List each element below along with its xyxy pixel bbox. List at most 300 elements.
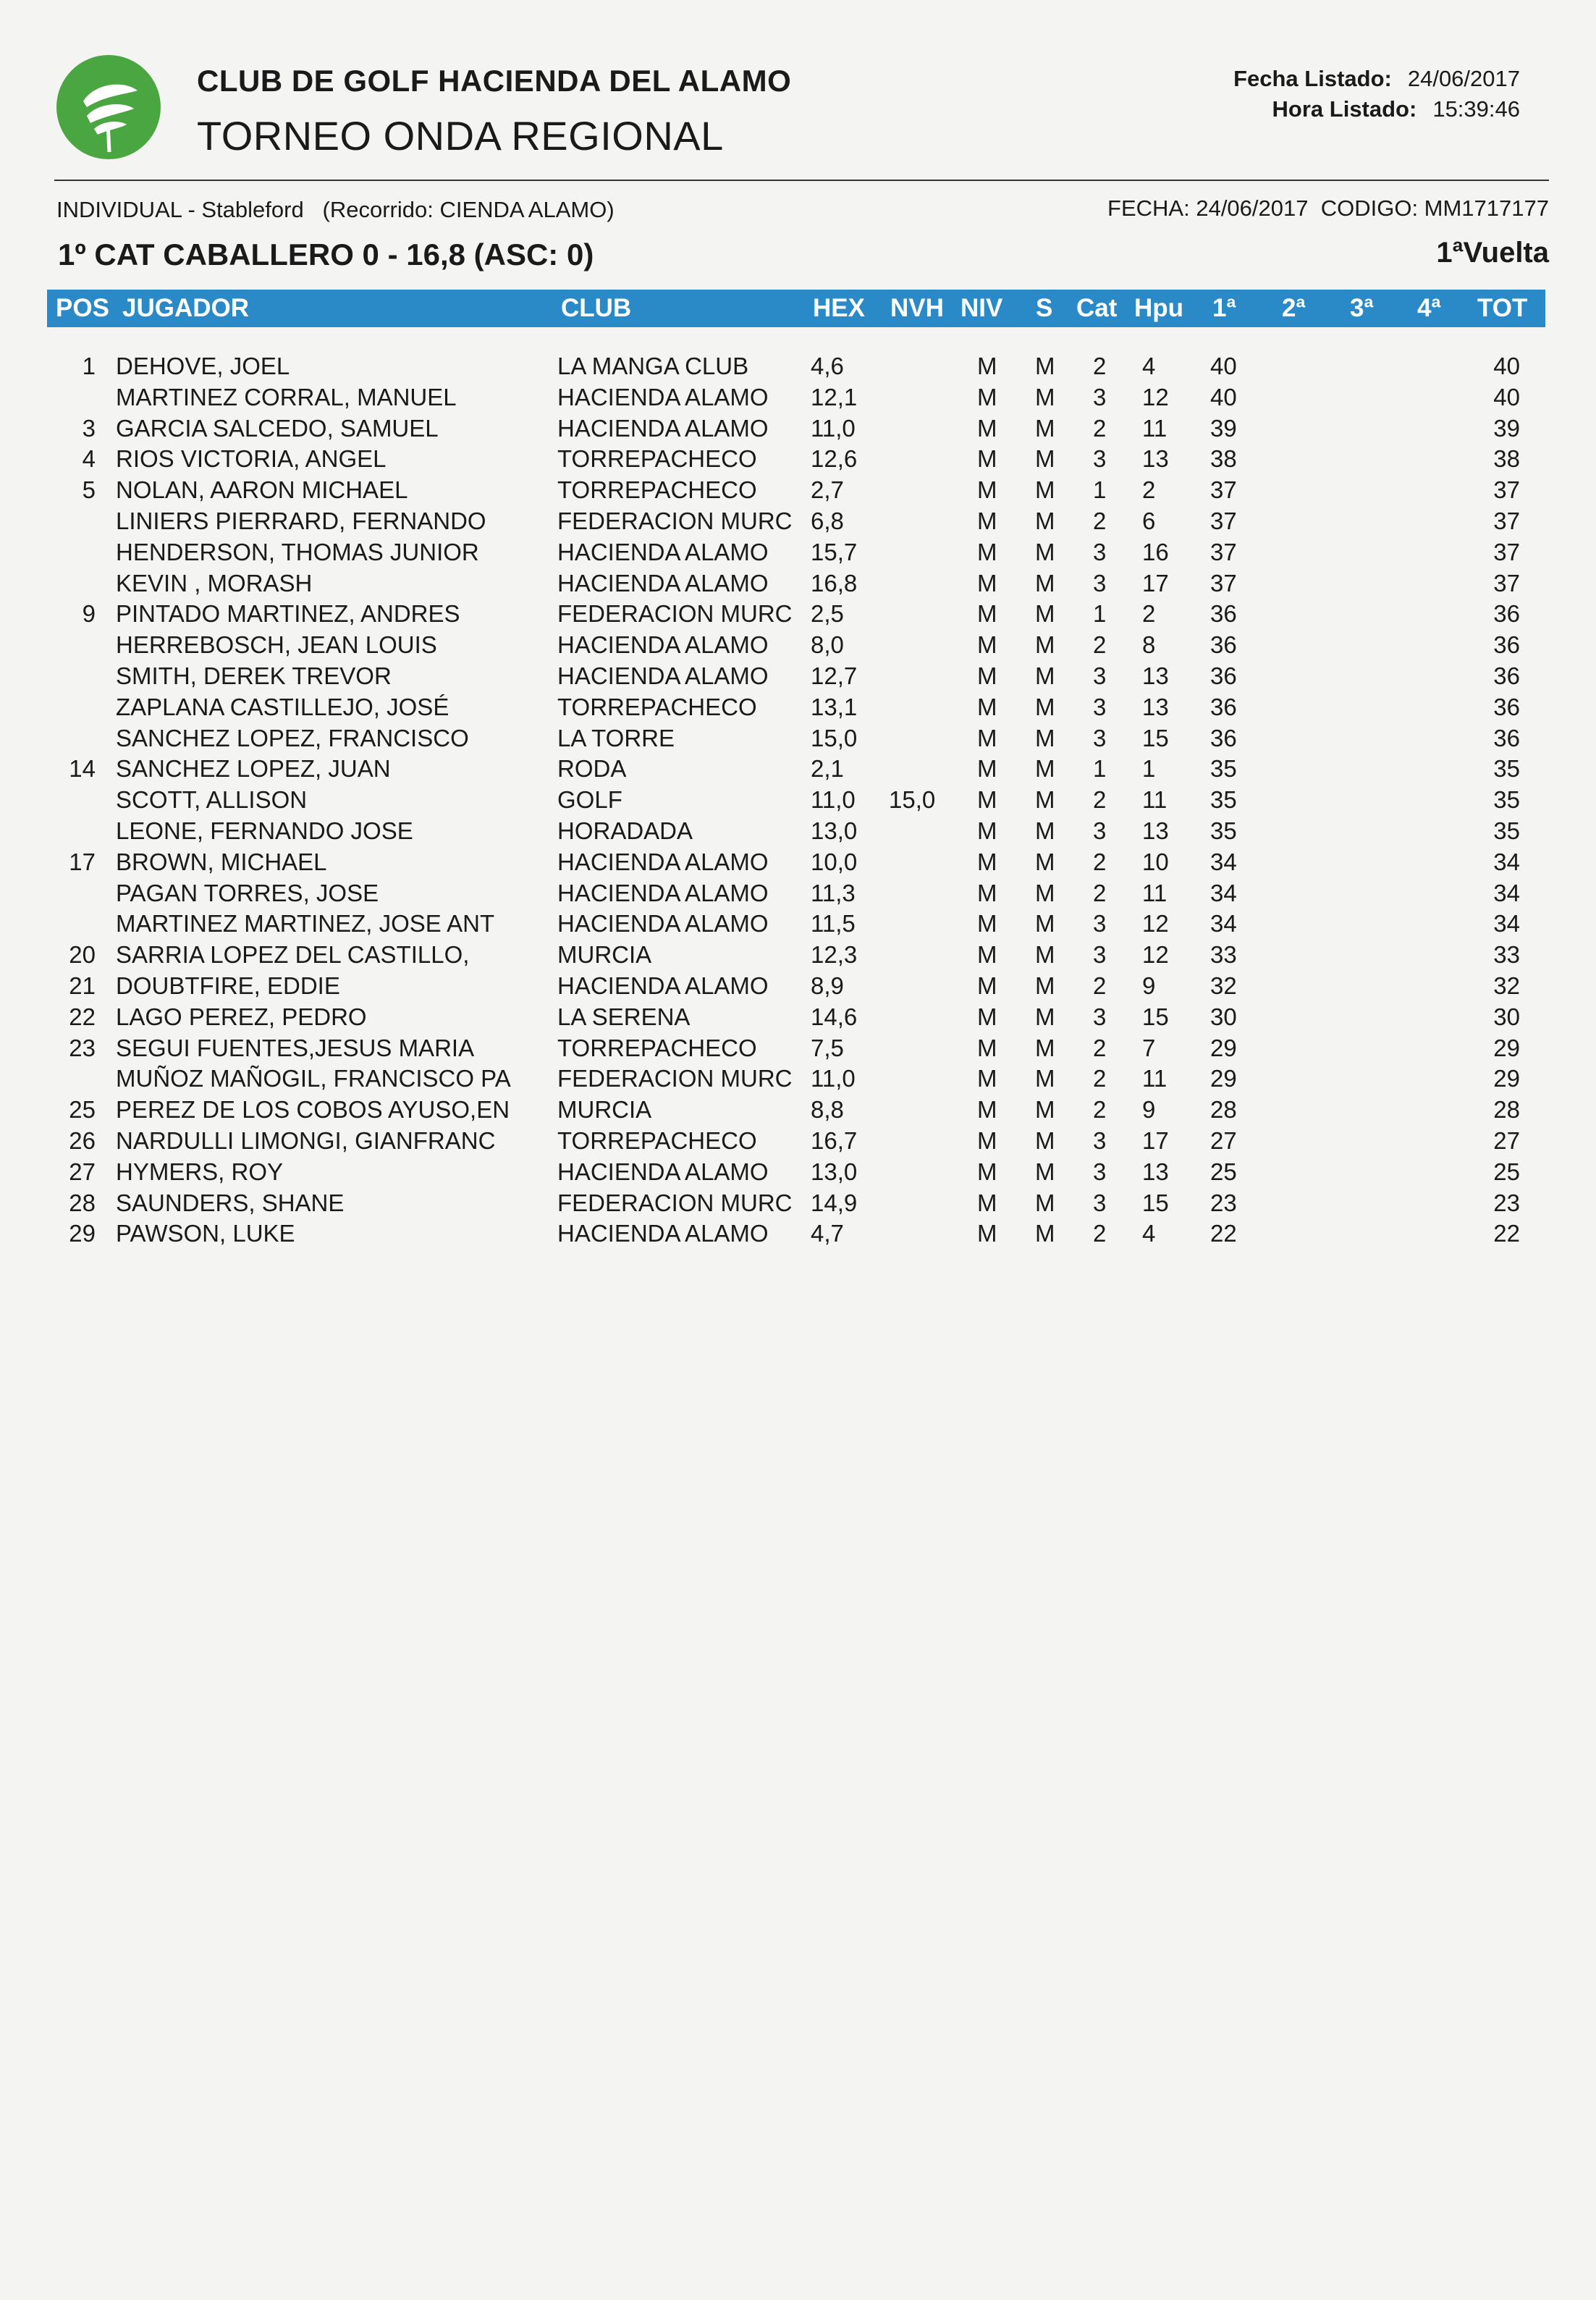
row-player: LINIERS PIERRARD, FERNANDO	[116, 507, 486, 534]
row-hpu: 12	[1142, 941, 1169, 969]
table-row	[0, 1035, 1596, 1065]
row-hpu: 16	[1142, 538, 1169, 565]
row-player: LEONE, FERNANDO JOSE	[116, 817, 413, 844]
table-row	[0, 1003, 1596, 1034]
row-niv: M	[977, 1096, 997, 1124]
row-niv: M	[977, 507, 997, 534]
row-club: TORREPACHECO	[557, 693, 757, 720]
row-club: RODA	[557, 755, 627, 783]
row-hpu: 15	[1142, 1189, 1169, 1216]
row-club: HACIENDA ALAMO	[557, 414, 769, 442]
row-pos: 25	[69, 1096, 96, 1124]
row-club: HORADADA	[557, 817, 693, 844]
row-hpu: 13	[1142, 445, 1169, 473]
row-player: PAWSON, LUKE	[116, 1220, 295, 1247]
row-cat: 2	[1093, 879, 1107, 906]
row-niv: M	[977, 972, 997, 999]
row-hpu: 4	[1142, 1220, 1156, 1247]
row-hex: 8,9	[811, 972, 844, 999]
row-r1: 29	[1210, 1065, 1237, 1092]
row-r1: 38	[1210, 445, 1237, 473]
row-cat: 3	[1093, 662, 1107, 689]
row-hex: 11,0	[811, 1065, 856, 1092]
row-pos: 5	[82, 476, 96, 504]
fecha-codigo: FECHA: 24/06/2017 CODIGO: MM1717177	[1107, 195, 1549, 221]
table-row	[0, 817, 1596, 848]
row-cat: 2	[1093, 414, 1107, 442]
row-player: SMITH, DEREK TREVOR	[116, 662, 392, 689]
row-club: HACIENDA ALAMO	[557, 848, 769, 875]
row-niv: M	[977, 476, 997, 504]
header-divider	[54, 180, 1549, 181]
row-cat: 2	[1093, 1096, 1107, 1124]
col-nvh: NVH	[890, 294, 944, 322]
row-hpu: 13	[1142, 693, 1169, 720]
row-hex: 15,0	[811, 724, 858, 751]
row-r1: 39	[1210, 414, 1237, 442]
row-club: FEDERACION MURC	[557, 1189, 793, 1216]
row-cat: 3	[1093, 1003, 1107, 1030]
table-row	[0, 662, 1596, 693]
row-pos: 26	[69, 1127, 96, 1154]
row-cat: 3	[1093, 445, 1107, 473]
row-hex: 12,3	[811, 941, 858, 969]
row-cat: 2	[1093, 631, 1107, 659]
table-row	[0, 786, 1596, 817]
row-pos: 9	[82, 600, 96, 628]
row-club: HACIENDA ALAMO	[557, 631, 769, 659]
table-row	[0, 941, 1596, 972]
col-hex: HEX	[813, 294, 865, 322]
table-row	[0, 1220, 1596, 1250]
row-hpu: 11	[1142, 1065, 1168, 1092]
row-cat: 2	[1093, 507, 1107, 534]
row-tot: 29	[1493, 1065, 1520, 1092]
row-hpu: 15	[1142, 724, 1169, 751]
row-cat: 3	[1093, 569, 1107, 597]
row-niv: M	[977, 445, 997, 473]
row-player: PINTADO MARTINEZ, ANDRES	[116, 600, 460, 628]
row-r1: 37	[1210, 569, 1237, 597]
row-cat: 2	[1093, 1065, 1107, 1092]
row-tot: 36	[1493, 631, 1520, 659]
table-row	[0, 600, 1596, 631]
row-s: M	[1035, 941, 1055, 969]
row-pos: 28	[69, 1189, 96, 1216]
row-hex: 13,0	[811, 1158, 858, 1185]
row-pos: 20	[69, 941, 96, 969]
table-row	[0, 539, 1596, 569]
row-player: SCOTT, ALLISON	[116, 786, 308, 814]
table-row	[0, 415, 1596, 445]
table-row	[0, 445, 1596, 476]
col-r4: 4ª	[1417, 294, 1441, 322]
row-s: M	[1035, 476, 1055, 504]
col-jugador: JUGADOR	[122, 294, 250, 322]
col-club: CLUB	[561, 294, 632, 322]
table-row	[0, 694, 1596, 724]
row-pos: 21	[69, 972, 96, 999]
row-hex: 11,0	[811, 786, 856, 814]
row-hpu: 17	[1142, 1127, 1169, 1154]
row-hex: 8,0	[811, 631, 844, 659]
row-player: ZAPLANA CASTILLEJO, JOSÉ	[116, 693, 449, 720]
row-tot: 23	[1493, 1189, 1520, 1216]
row-tot: 38	[1493, 445, 1520, 473]
row-tot: 40	[1493, 353, 1520, 379]
row-tot: 34	[1493, 879, 1520, 906]
category-title: 1º CAT CABALLERO 0 - 16,8 (ASC: 0)	[58, 237, 594, 271]
row-club: FEDERACION MURC	[557, 1065, 793, 1092]
row-s: M	[1035, 507, 1055, 534]
row-club: GOLF	[557, 786, 622, 814]
row-s: M	[1035, 879, 1055, 906]
row-hex: 16,8	[811, 569, 858, 597]
row-club: FEDERACION MURC	[557, 600, 793, 628]
row-r1: 36	[1210, 631, 1237, 659]
row-s: M	[1035, 848, 1055, 875]
table-row	[0, 725, 1596, 755]
table-row	[0, 1189, 1596, 1220]
row-s: M	[1035, 910, 1055, 938]
row-hpu: 12	[1142, 383, 1169, 410]
row-r1: 36	[1210, 724, 1237, 751]
table-row	[0, 353, 1596, 383]
row-niv: M	[977, 1127, 997, 1154]
row-niv: M	[977, 353, 997, 379]
row-pos: 1	[82, 353, 96, 379]
row-club: TORREPACHECO	[557, 1127, 757, 1154]
row-cat: 2	[1093, 972, 1107, 999]
row-s: M	[1035, 817, 1055, 844]
row-club: TORREPACHECO	[557, 445, 757, 473]
row-niv: M	[977, 724, 997, 751]
row-player: BROWN, MICHAEL	[116, 848, 327, 875]
hora-listado-value: 15:39:46	[1432, 96, 1520, 122]
row-tot: 27	[1493, 1127, 1520, 1154]
row-player: LAGO PEREZ, PEDRO	[116, 1003, 367, 1030]
table-header	[47, 290, 1545, 327]
row-niv: M	[977, 910, 997, 938]
col-pos: POS	[56, 294, 109, 322]
club-logo-icon	[54, 51, 163, 167]
row-hpu: 8	[1142, 631, 1156, 659]
listing-meta	[1233, 64, 1520, 125]
row-niv: M	[977, 755, 997, 783]
row-hex: 2,1	[811, 755, 844, 783]
row-s: M	[1035, 724, 1055, 751]
row-club: HACIENDA ALAMO	[557, 1158, 769, 1185]
row-hex: 2,7	[811, 476, 844, 504]
row-club: TORREPACHECO	[557, 476, 757, 504]
row-tot: 34	[1493, 910, 1520, 938]
table-row	[0, 507, 1596, 538]
table-row	[0, 631, 1596, 662]
row-tot: 36	[1493, 600, 1520, 628]
row-cat: 1	[1093, 476, 1107, 504]
table-row	[0, 1127, 1596, 1158]
round-label: 1ªVuelta	[1436, 237, 1549, 269]
col-hpu: Hpu	[1134, 294, 1184, 322]
row-niv: M	[977, 1065, 997, 1092]
row-niv: M	[977, 693, 997, 720]
row-tot: 36	[1493, 724, 1520, 751]
row-s: M	[1035, 445, 1055, 473]
row-hex: 12,7	[811, 662, 858, 689]
row-r1: 36	[1210, 600, 1237, 628]
table-row	[0, 476, 1596, 507]
row-r1: 25	[1210, 1158, 1237, 1185]
row-cat: 2	[1093, 1034, 1107, 1061]
table-row	[0, 384, 1596, 414]
row-hpu: 2	[1142, 476, 1156, 504]
row-cat: 3	[1093, 910, 1107, 938]
row-club: LA SERENA	[557, 1003, 691, 1030]
row-r1: 28	[1210, 1096, 1237, 1124]
row-hpu: 4	[1142, 353, 1156, 379]
row-hex: 6,8	[811, 507, 844, 534]
col-niv: NIV	[960, 294, 1003, 322]
row-cat: 3	[1093, 1189, 1107, 1216]
row-niv: M	[977, 631, 997, 659]
row-r1: 37	[1210, 538, 1237, 565]
row-hex: 14,6	[811, 1003, 858, 1030]
row-r1: 33	[1210, 941, 1237, 969]
row-hpu: 13	[1142, 817, 1169, 844]
row-hex: 2,5	[811, 600, 844, 628]
row-niv: M	[977, 941, 997, 969]
row-s: M	[1035, 755, 1055, 783]
row-club: HACIENDA ALAMO	[557, 972, 769, 999]
row-player: NOLAN, AARON MICHAEL	[116, 476, 408, 504]
row-club: HACIENDA ALAMO	[557, 538, 769, 565]
col-r3: 3ª	[1350, 294, 1374, 322]
row-s: M	[1035, 786, 1055, 814]
row-cat: 3	[1093, 383, 1107, 410]
row-player: MUÑOZ MAÑOGIL, FRANCISCO PA	[116, 1065, 511, 1092]
row-hex: 12,1	[811, 383, 858, 410]
competition-mode: INDIVIDUAL - Stableford (Recorrido: CIENDA ALAMO)	[56, 197, 615, 222]
row-hex: 13,0	[811, 817, 858, 844]
row-r1: 36	[1210, 662, 1237, 689]
row-player: GARCIA SALCEDO, SAMUEL	[116, 414, 439, 442]
row-cat: 1	[1093, 600, 1107, 628]
row-hpu: 9	[1142, 1096, 1156, 1124]
table-row	[0, 1065, 1596, 1095]
row-player: SANCHEZ LOPEZ, JUAN	[116, 755, 391, 783]
row-player: SANCHEZ LOPEZ, FRANCISCO	[116, 724, 469, 751]
row-r1: 35	[1210, 817, 1237, 844]
table-row	[0, 910, 1596, 940]
row-tot: 37	[1493, 538, 1520, 565]
row-s: M	[1035, 353, 1055, 379]
row-r1: 23	[1210, 1189, 1237, 1216]
row-s: M	[1035, 1127, 1055, 1154]
row-cat: 3	[1093, 693, 1107, 720]
row-niv: M	[977, 1189, 997, 1216]
row-s: M	[1035, 631, 1055, 659]
row-player: SARRIA LOPEZ DEL CASTILLO,	[116, 941, 470, 969]
row-cat: 3	[1093, 1158, 1107, 1185]
row-tot: 36	[1493, 693, 1520, 720]
row-tot: 28	[1493, 1096, 1520, 1124]
row-r1: 22	[1210, 1220, 1237, 1247]
row-niv: M	[977, 1220, 997, 1247]
row-tot: 22	[1493, 1220, 1520, 1247]
table-row	[0, 972, 1596, 1003]
row-hex: 13,1	[811, 693, 858, 720]
row-hex: 4,7	[811, 1220, 844, 1247]
hora-listado-label: Hora Listado:	[1272, 96, 1417, 122]
row-hex: 12,6	[811, 445, 858, 473]
table-row	[0, 570, 1596, 600]
row-player: HENDERSON, THOMAS JUNIOR	[116, 538, 479, 565]
row-tot: 37	[1493, 507, 1520, 534]
row-s: M	[1035, 1158, 1055, 1185]
row-player: MARTINEZ MARTINEZ, JOSE ANT	[116, 910, 495, 938]
row-niv: M	[977, 786, 997, 814]
row-pos: 27	[69, 1158, 96, 1185]
row-tot: 37	[1493, 476, 1520, 504]
row-r1: 40	[1210, 383, 1237, 410]
row-tot: 35	[1493, 786, 1520, 814]
row-nvh: 15,0	[889, 786, 936, 814]
row-tot: 39	[1493, 414, 1520, 442]
row-tot: 25	[1493, 1158, 1520, 1185]
row-niv: M	[977, 848, 997, 875]
row-pos: 23	[69, 1034, 96, 1061]
row-club: LA MANGA CLUB	[557, 353, 749, 379]
row-player: PAGAN TORRES, JOSE	[116, 879, 379, 906]
row-tot: 32	[1493, 972, 1520, 999]
row-hex: 8,8	[811, 1096, 844, 1124]
table-row	[0, 880, 1596, 910]
row-cat: 2	[1093, 786, 1107, 814]
row-pos: 14	[69, 755, 96, 783]
row-niv: M	[977, 817, 997, 844]
table-row	[0, 755, 1596, 785]
row-r1: 36	[1210, 693, 1237, 720]
row-s: M	[1035, 972, 1055, 999]
row-r1: 34	[1210, 848, 1237, 875]
row-hpu: 10	[1142, 848, 1169, 875]
row-tot: 34	[1493, 848, 1520, 875]
row-hpu: 1	[1142, 755, 1156, 783]
row-r1: 35	[1210, 755, 1237, 783]
row-r1: 27	[1210, 1127, 1237, 1154]
row-s: M	[1035, 693, 1055, 720]
row-player: KEVIN , MORASH	[116, 569, 313, 597]
row-tot: 35	[1493, 755, 1520, 783]
row-s: M	[1035, 1003, 1055, 1030]
row-player: DEHOVE, JOEL	[116, 353, 290, 379]
row-s: M	[1035, 662, 1055, 689]
row-club: FEDERACION MURC	[557, 507, 793, 534]
row-player: SEGUI FUENTES,JESUS MARIA	[116, 1034, 475, 1061]
row-niv: M	[977, 569, 997, 597]
row-club: HACIENDA ALAMO	[557, 569, 769, 597]
row-cat: 2	[1093, 1220, 1107, 1247]
table-row	[0, 1158, 1596, 1189]
row-r1: 34	[1210, 879, 1237, 906]
row-hpu: 7	[1142, 1034, 1156, 1061]
tournament-title: TORNEO ONDA REGIONAL	[197, 113, 724, 159]
row-s: M	[1035, 383, 1055, 410]
row-club: HACIENDA ALAMO	[557, 910, 769, 938]
row-club: TORREPACHECO	[557, 1034, 757, 1061]
row-pos: 4	[82, 445, 96, 473]
row-cat: 3	[1093, 817, 1107, 844]
row-club: MURCIA	[557, 1096, 652, 1124]
row-tot: 35	[1493, 817, 1520, 844]
row-cat: 1	[1093, 755, 1107, 783]
row-player: HERREBOSCH, JEAN LOUIS	[116, 631, 437, 659]
row-cat: 3	[1093, 538, 1107, 565]
row-player: DOUBTFIRE, EDDIE	[116, 972, 340, 999]
club-name: CLUB DE GOLF HACIENDA DEL ALAMO	[197, 64, 792, 98]
row-hpu: 2	[1142, 600, 1156, 628]
row-club: MURCIA	[557, 941, 652, 969]
col-r2: 2ª	[1282, 294, 1306, 322]
row-player: NARDULLI LIMONGI, GIANFRANC	[116, 1127, 496, 1154]
row-tot: 30	[1493, 1003, 1520, 1030]
row-s: M	[1035, 1220, 1055, 1247]
row-hex: 11,3	[811, 879, 856, 906]
row-r1: 40	[1210, 353, 1237, 379]
row-player: PEREZ DE LOS COBOS AYUSO,EN	[116, 1096, 510, 1124]
row-hex: 10,0	[811, 848, 858, 875]
fecha-listado-label: Fecha Listado:	[1233, 66, 1392, 91]
row-player: SAUNDERS, SHANE	[116, 1189, 345, 1216]
row-r1: 30	[1210, 1003, 1237, 1030]
row-s: M	[1035, 1096, 1055, 1124]
row-niv: M	[977, 879, 997, 906]
row-s: M	[1035, 1065, 1055, 1092]
row-club: HACIENDA ALAMO	[557, 879, 769, 906]
row-niv: M	[977, 662, 997, 689]
row-r1: 29	[1210, 1034, 1237, 1061]
row-cat: 2	[1093, 848, 1107, 875]
row-cat: 3	[1093, 1127, 1107, 1154]
row-hex: 11,5	[811, 910, 856, 938]
row-pos: 3	[82, 414, 96, 442]
row-player: MARTINEZ CORRAL, MANUEL	[116, 383, 457, 410]
row-r1: 37	[1210, 476, 1237, 504]
row-hex: 11,0	[811, 414, 856, 442]
row-club: HACIENDA ALAMO	[557, 383, 769, 410]
row-hpu: 13	[1142, 662, 1169, 689]
row-s: M	[1035, 1189, 1055, 1216]
row-cat: 2	[1093, 353, 1107, 379]
row-club: HACIENDA ALAMO	[557, 1220, 769, 1247]
row-niv: M	[977, 600, 997, 628]
row-hpu: 12	[1142, 910, 1169, 938]
row-niv: M	[977, 1158, 997, 1185]
row-niv: M	[977, 414, 997, 442]
row-niv: M	[977, 1003, 997, 1030]
row-player: RIOS VICTORIA, ANGEL	[116, 445, 387, 473]
fecha-listado-value: 24/06/2017	[1407, 66, 1520, 91]
row-niv: M	[977, 383, 997, 410]
row-s: M	[1035, 538, 1055, 565]
table-row	[0, 1096, 1596, 1126]
row-hex: 14,9	[811, 1189, 858, 1216]
row-hpu: 15	[1142, 1003, 1169, 1030]
row-r1: 32	[1210, 972, 1237, 999]
col-cat: Cat	[1076, 294, 1118, 322]
row-player: HYMERS, ROY	[116, 1158, 284, 1185]
row-hpu: 11	[1142, 879, 1168, 906]
